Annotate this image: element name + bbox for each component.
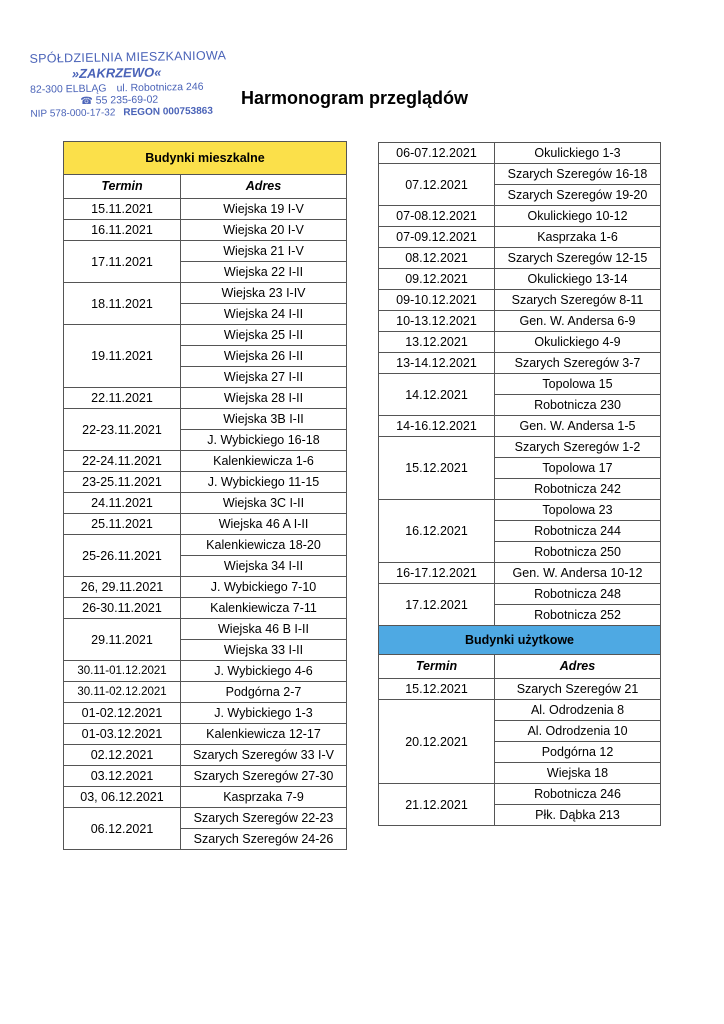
table-row <box>64 535 347 556</box>
address-cell: Wiejska 3C I-II <box>181 493 347 514</box>
stamp-org-name: SPÓŁDZIELNIA MIESZKANIOWA <box>29 48 227 66</box>
residential-schedule-table <box>63 141 347 850</box>
term-cell: 07-08.12.2021 <box>379 206 495 227</box>
address-cell: Al. Odrodzenia 10 <box>495 721 661 742</box>
term-cell: 06-07.12.2021 <box>379 143 495 164</box>
address-cell: Gen. W. Andersa 10-12 <box>495 563 661 584</box>
term-cell: 14-16.12.2021 <box>379 416 495 437</box>
table-row <box>64 682 347 703</box>
term-cell: 29.11.2021 <box>64 619 181 661</box>
table-row <box>379 500 661 521</box>
address-cell: Wiejska 20 I-V <box>181 220 347 241</box>
address-cell: Szarych Szeregów 27-30 <box>181 766 347 787</box>
address-cell: Szarych Szeregów 8-11 <box>495 290 661 311</box>
table-row <box>64 283 347 304</box>
column-header-address: Adres <box>181 175 347 199</box>
term-cell: 13-14.12.2021 <box>379 353 495 374</box>
term-cell: 07-09.12.2021 <box>379 227 495 248</box>
term-cell: 22-23.11.2021 <box>64 409 181 451</box>
address-cell: J. Wybickiego 16-18 <box>181 430 347 451</box>
address-cell: Kalenkiewicza 12-17 <box>181 724 347 745</box>
address-cell: Płk. Dąbka 213 <box>495 805 661 826</box>
term-cell: 15.11.2021 <box>64 199 181 220</box>
address-cell: Topolowa 23 <box>495 500 661 521</box>
column-header-row <box>379 655 661 679</box>
table-row <box>379 784 661 805</box>
table-row <box>379 164 661 185</box>
term-cell: 07.12.2021 <box>379 164 495 206</box>
term-cell: 17.11.2021 <box>64 241 181 283</box>
page-title: Harmonogram przeglądów <box>241 88 469 108</box>
term-cell: 25-26.11.2021 <box>64 535 181 577</box>
column-header-term: Termin <box>379 655 495 679</box>
table-row <box>64 241 347 262</box>
section-title: Budynki mieszkalne <box>64 142 347 175</box>
address-cell: Wiejska 18 <box>495 763 661 784</box>
table-row <box>64 514 347 535</box>
table-row <box>379 290 661 311</box>
term-cell: 16-17.12.2021 <box>379 563 495 584</box>
address-cell: Okulickiego 1-3 <box>495 143 661 164</box>
term-cell: 10-13.12.2021 <box>379 311 495 332</box>
term-cell: 18.11.2021 <box>64 283 181 325</box>
table-row <box>379 311 661 332</box>
term-cell: 23-25.11.2021 <box>64 472 181 493</box>
term-cell: 08.12.2021 <box>379 248 495 269</box>
table-row <box>379 584 661 605</box>
term-cell: 15.12.2021 <box>379 437 495 500</box>
address-cell: Szarych Szeregów 1-2 <box>495 437 661 458</box>
table-row <box>379 700 661 721</box>
table-row <box>379 332 661 353</box>
stamp-street: ul. Robotnicza 246 <box>116 80 204 95</box>
term-cell: 26-30.11.2021 <box>64 598 181 619</box>
table-row <box>64 619 347 640</box>
table-row <box>64 220 347 241</box>
address-cell: Podgórna 12 <box>495 742 661 763</box>
section-title: Budynki użytkowe <box>379 626 661 655</box>
term-cell: 22.11.2021 <box>64 388 181 409</box>
address-cell: Kasprzaka 7-9 <box>181 787 347 808</box>
term-cell: 21.12.2021 <box>379 784 495 826</box>
table-row <box>379 353 661 374</box>
table-row <box>64 808 347 829</box>
table-row <box>379 374 661 395</box>
term-cell: 16.12.2021 <box>379 500 495 563</box>
address-cell: Wiejska 28 I-II <box>181 388 347 409</box>
address-cell: Gen. W. Andersa 1-5 <box>495 416 661 437</box>
stamp-phone: 55 235-69-02 <box>95 93 159 107</box>
term-cell: 25.11.2021 <box>64 514 181 535</box>
address-cell: Kasprzaka 1-6 <box>495 227 661 248</box>
address-cell: Robotnicza 230 <box>495 395 661 416</box>
table-row <box>64 724 347 745</box>
term-cell: 24.11.2021 <box>64 493 181 514</box>
term-cell: 01-02.12.2021 <box>64 703 181 724</box>
stamp-postal: 82-300 ELBLĄG <box>29 82 107 96</box>
address-cell: J. Wybickiego 11-15 <box>181 472 347 493</box>
address-cell: Szarych Szeregów 3-7 <box>495 353 661 374</box>
address-cell: Robotnicza 246 <box>495 784 661 805</box>
address-cell: Wiejska 26 I-II <box>181 346 347 367</box>
address-cell: Wiejska 3B I-II <box>181 409 347 430</box>
table-row <box>379 437 661 458</box>
term-cell: 06.12.2021 <box>64 808 181 850</box>
address-cell: J. Wybickiego 4-6 <box>181 661 347 682</box>
stamp-nip: NIP 578-000-17-32 <box>30 107 116 120</box>
address-cell: Szarych Szeregów 22-23 <box>181 808 347 829</box>
address-cell: Wiejska 27 I-II <box>181 367 347 388</box>
address-cell: Szarych Szeregów 24-26 <box>181 829 347 850</box>
address-cell: Wiejska 33 I-II <box>181 640 347 661</box>
table-row <box>64 409 347 430</box>
section-header-row <box>64 142 347 175</box>
stamp-regon: REGON 000753863 <box>123 105 213 119</box>
address-cell: Al. Odrodzenia 8 <box>495 700 661 721</box>
table-row <box>379 206 661 227</box>
address-cell: Robotnicza 248 <box>495 584 661 605</box>
address-cell: Wiejska 21 I-V <box>181 241 347 262</box>
term-cell: 20.12.2021 <box>379 700 495 784</box>
address-cell: Robotnicza 252 <box>495 605 661 626</box>
table-row <box>379 248 661 269</box>
address-cell: Wiejska 46 A I-II <box>181 514 347 535</box>
table-row <box>64 325 347 346</box>
address-cell: Wiejska 34 I-II <box>181 556 347 577</box>
address-cell: Kalenkiewicza 7-11 <box>181 598 347 619</box>
address-cell: Gen. W. Andersa 6-9 <box>495 311 661 332</box>
term-cell: 09-10.12.2021 <box>379 290 495 311</box>
table-row <box>64 199 347 220</box>
continued-schedule-table <box>378 142 661 826</box>
address-cell: Robotnicza 242 <box>495 479 661 500</box>
table-row <box>64 451 347 472</box>
address-cell: Wiejska 24 I-II <box>181 304 347 325</box>
table-row <box>379 563 661 584</box>
term-cell: 22-24.11.2021 <box>64 451 181 472</box>
stamp-org-subname: »ZAKRZEWO« <box>71 64 162 82</box>
term-cell: 02.12.2021 <box>64 745 181 766</box>
address-cell: Szarych Szeregów 19-20 <box>495 185 661 206</box>
address-cell: Topolowa 15 <box>495 374 661 395</box>
address-cell: Podgórna 2-7 <box>181 682 347 703</box>
term-cell: 15.12.2021 <box>379 679 495 700</box>
table-row <box>64 787 347 808</box>
term-cell: 16.11.2021 <box>64 220 181 241</box>
address-cell: Kalenkiewicza 18-20 <box>181 535 347 556</box>
term-cell: 17.12.2021 <box>379 584 495 626</box>
table-row <box>64 703 347 724</box>
address-cell: Wiejska 46 B I-II <box>181 619 347 640</box>
column-header-address: Adres <box>495 655 661 679</box>
table-row <box>64 577 347 598</box>
table-row <box>64 388 347 409</box>
term-cell: 03, 06.12.2021 <box>64 787 181 808</box>
address-cell: Okulickiego 13-14 <box>495 269 661 290</box>
address-cell: Wiejska 22 I-II <box>181 262 347 283</box>
table-row <box>64 766 347 787</box>
address-cell: Wiejska 25 I-II <box>181 325 347 346</box>
table-row <box>64 472 347 493</box>
address-cell: Okulickiego 10-12 <box>495 206 661 227</box>
address-cell: Robotnicza 244 <box>495 521 661 542</box>
term-cell: 30.11-02.12.2021 <box>64 682 181 703</box>
table-row <box>64 598 347 619</box>
address-cell: Kalenkiewicza 1-6 <box>181 451 347 472</box>
term-cell: 01-03.12.2021 <box>64 724 181 745</box>
column-header-term: Termin <box>64 175 181 199</box>
term-cell: 19.11.2021 <box>64 325 181 388</box>
address-cell: Szarych Szeregów 33 I-V <box>181 745 347 766</box>
table-row <box>379 227 661 248</box>
table-row <box>64 745 347 766</box>
term-cell: 14.12.2021 <box>379 374 495 416</box>
address-cell: Szarych Szeregów 16-18 <box>495 164 661 185</box>
term-cell: 30.11-01.12.2021 <box>64 661 181 682</box>
address-cell: Szarych Szeregów 12-15 <box>495 248 661 269</box>
address-cell: J. Wybickiego 7-10 <box>181 577 347 598</box>
address-cell: Okulickiego 4-9 <box>495 332 661 353</box>
term-cell: 03.12.2021 <box>64 766 181 787</box>
address-cell: Wiejska 19 I-V <box>181 199 347 220</box>
table-row <box>379 269 661 290</box>
column-header-row <box>64 175 347 199</box>
term-cell: 13.12.2021 <box>379 332 495 353</box>
address-cell: Wiejska 23 I-IV <box>181 283 347 304</box>
address-cell: J. Wybickiego 1-3 <box>181 703 347 724</box>
cooperative-stamp <box>29 48 240 120</box>
phone-icon: ☎ <box>80 95 93 107</box>
term-cell: 09.12.2021 <box>379 269 495 290</box>
table-row <box>379 416 661 437</box>
section-header-row <box>379 626 661 655</box>
table-row <box>64 661 347 682</box>
table-row <box>379 679 661 700</box>
address-cell: Szarych Szeregów 21 <box>495 679 661 700</box>
term-cell: 26, 29.11.2021 <box>64 577 181 598</box>
address-cell: Topolowa 17 <box>495 458 661 479</box>
table-row <box>64 493 347 514</box>
address-cell: Robotnicza 250 <box>495 542 661 563</box>
table-row <box>379 143 661 164</box>
